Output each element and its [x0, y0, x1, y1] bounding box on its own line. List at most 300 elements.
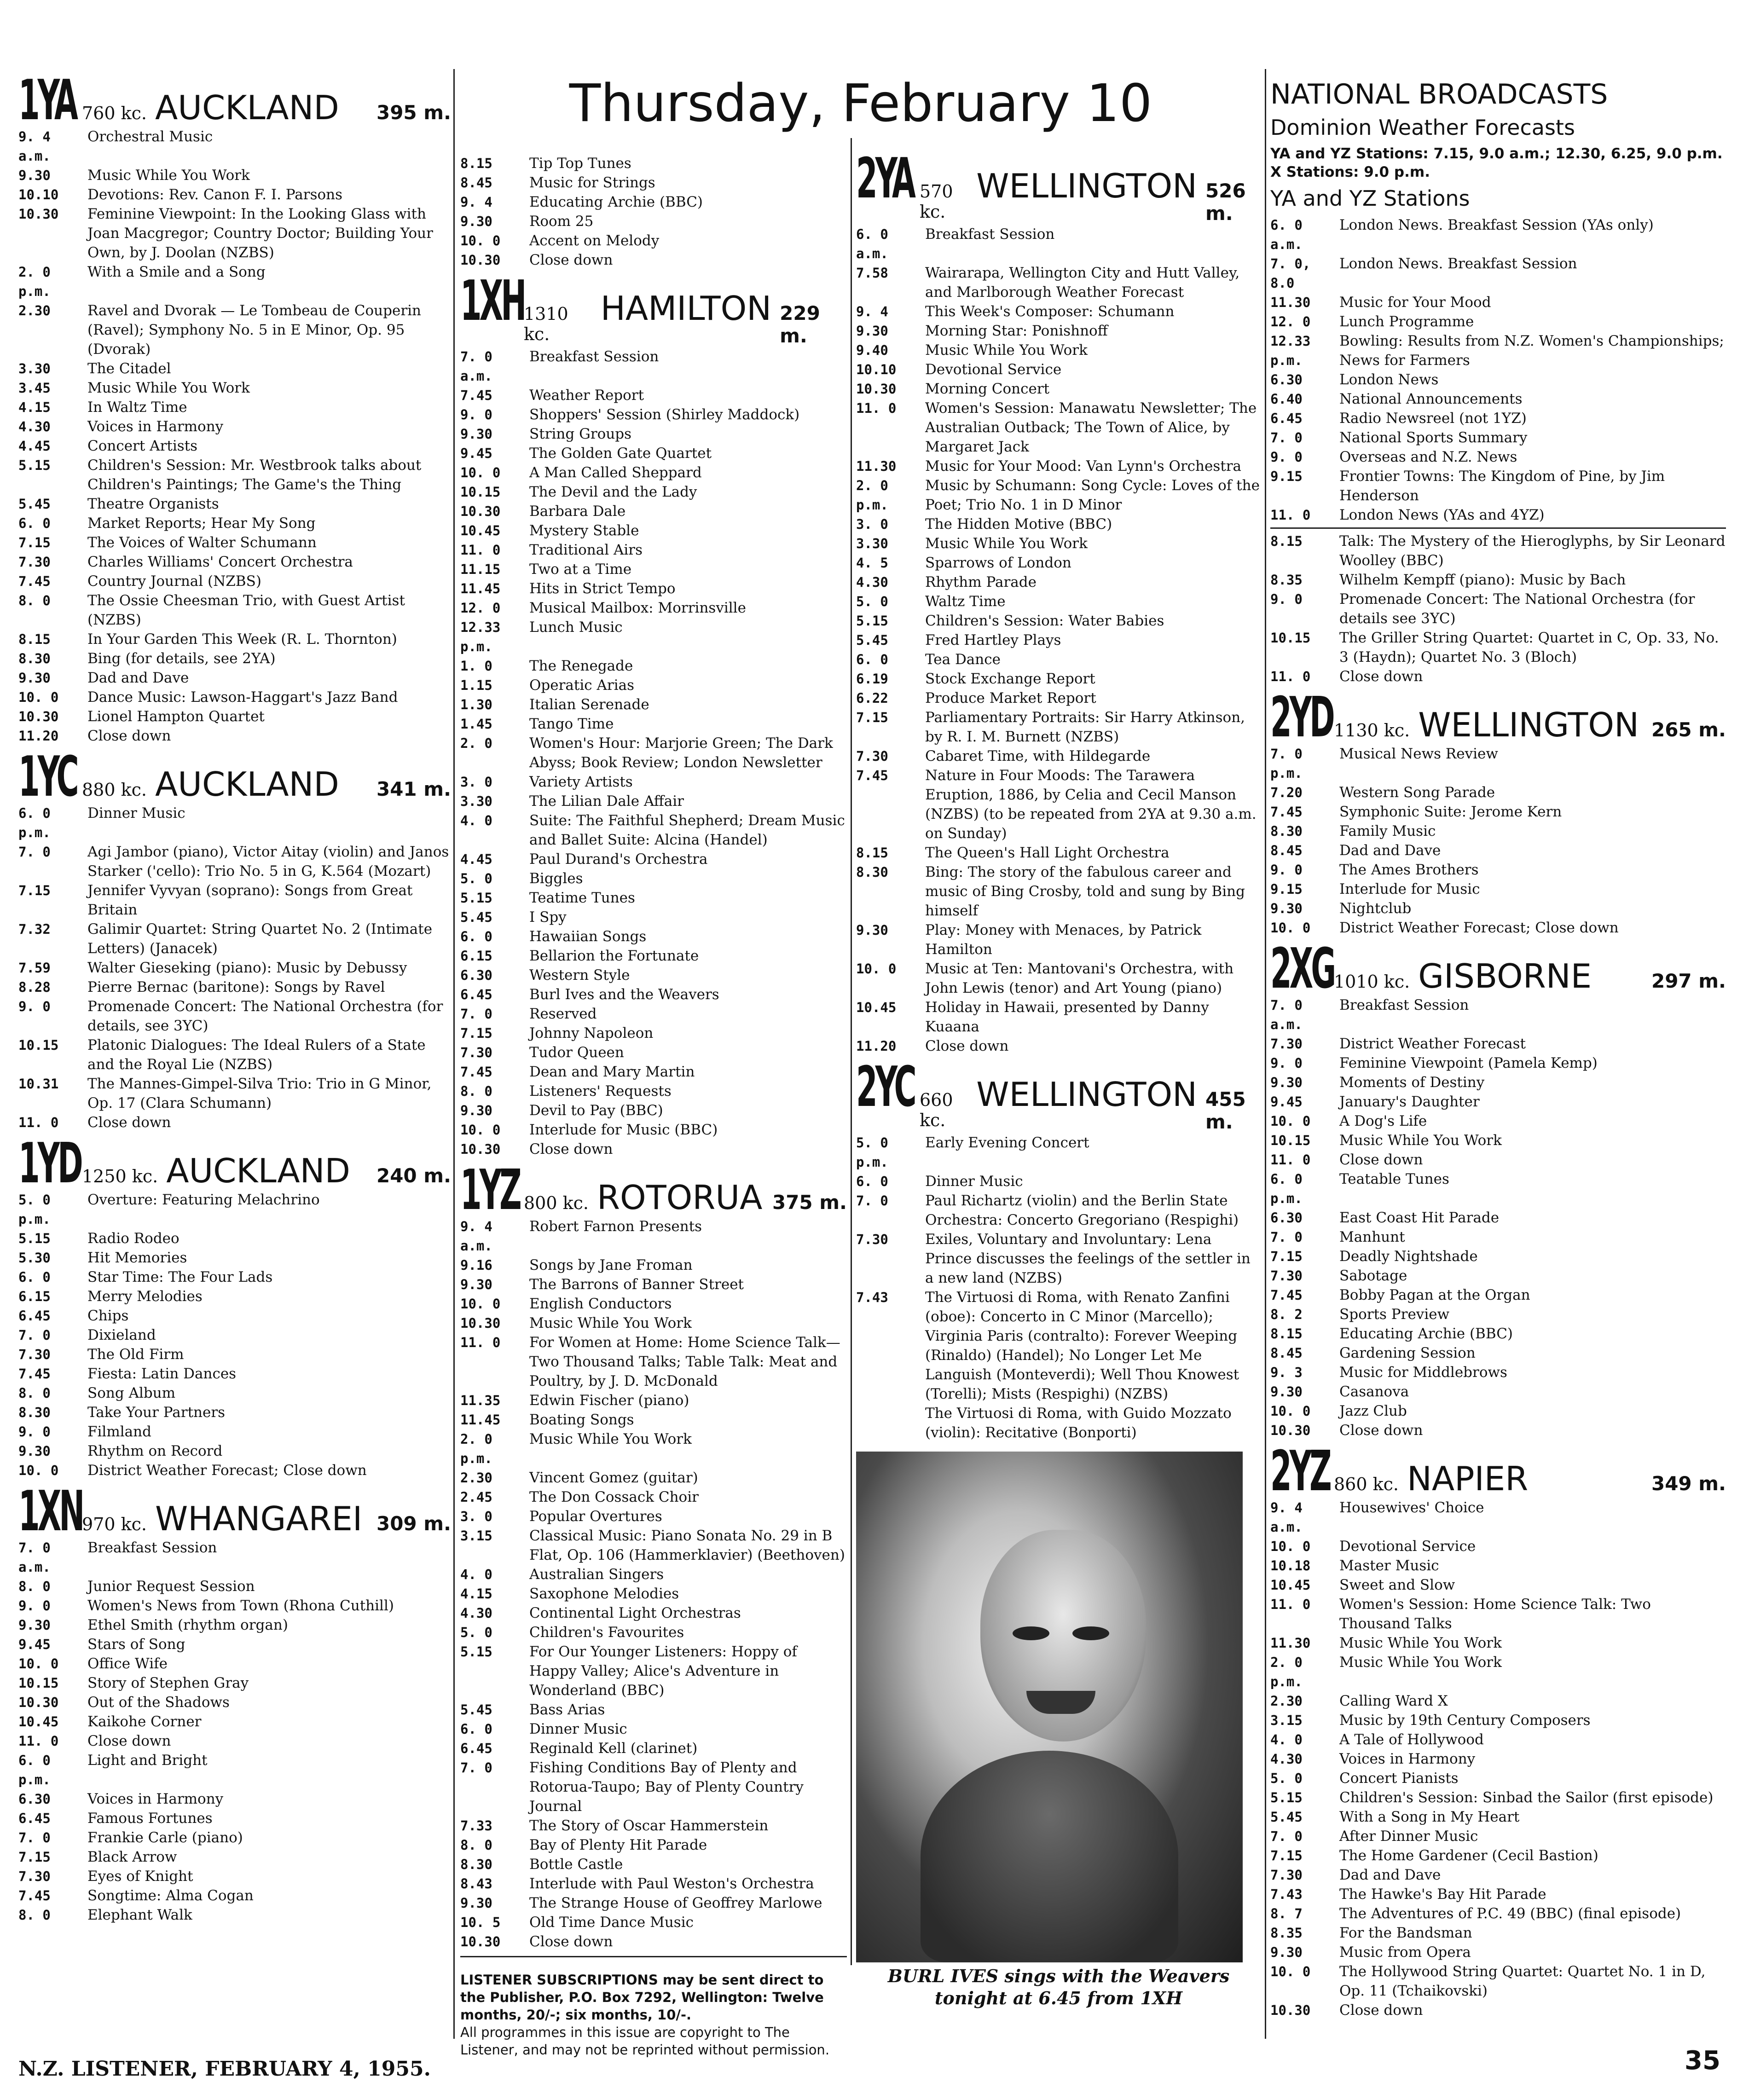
- program-time: 10.30: [1270, 2002, 1311, 2018]
- program-time: 5.15: [1270, 1790, 1303, 1805]
- program-time: 9.30: [856, 323, 888, 339]
- program-time: 10.30: [1270, 1423, 1311, 1438]
- program-row: [1270, 1150, 1726, 1169]
- program-row: [18, 1403, 451, 1422]
- program-time: 3.45: [18, 380, 51, 396]
- program-row: [18, 1422, 451, 1441]
- program-row: [460, 1603, 847, 1623]
- program-row: [1270, 1749, 1726, 1769]
- program-row: [18, 649, 451, 668]
- program-row: [460, 695, 847, 714]
- station-frequency: 860 kc.: [1334, 1474, 1399, 1494]
- program-title: In Your Garden This Week (R. L. Thornton): [87, 631, 397, 648]
- program-title: Dinner Music: [529, 1721, 627, 1737]
- station-top2: [460, 154, 847, 270]
- program-time: 7.45: [856, 768, 888, 783]
- program-title: Australian Singers: [529, 1566, 664, 1583]
- program-row: [460, 1313, 847, 1333]
- program-title: Rhythm Parade: [925, 574, 1037, 590]
- program-row: [1270, 1537, 1726, 1556]
- column-1: [18, 69, 451, 1929]
- program-row: [856, 399, 1261, 457]
- program-row: [856, 360, 1261, 379]
- program-title: Wilhelm Kempff (piano): Music by Bach: [1339, 572, 1626, 588]
- program-title: Merry Melodies: [87, 1288, 203, 1305]
- program-title: String Groups: [529, 426, 632, 442]
- program-time: 7.58: [856, 265, 888, 281]
- program-title: Western Song Parade: [1339, 784, 1495, 801]
- program-title: Operatic Arias: [529, 677, 635, 694]
- program-time: 9.30: [1270, 1075, 1303, 1090]
- program-time: 6. 0: [856, 652, 888, 667]
- program-time: 6.45: [18, 1811, 51, 1826]
- program-row: [1270, 1769, 1726, 1788]
- station-wavelength: 526 m.: [1205, 179, 1246, 225]
- program-time: 5.45: [1270, 1809, 1303, 1825]
- program-row: [18, 1441, 451, 1461]
- station-wavelength: 349 m.: [1651, 1472, 1726, 1495]
- program-title: The Hollywood String Quartet: Quartet No. 1 in D, Op. 11 (Tchaikovski): [1339, 1963, 1706, 1999]
- program-row: [18, 591, 451, 630]
- program-row: [460, 811, 847, 850]
- program-title: Ethel Smith (rhythm organ): [87, 1617, 288, 1633]
- program-row: [460, 579, 847, 598]
- program-row: [1270, 1053, 1726, 1073]
- program-title: The Hawke's Bay Hit Parade: [1339, 1886, 1546, 1903]
- program-row: [460, 714, 847, 734]
- program-time: 1. 0: [460, 658, 492, 674]
- program-time: 7. 0: [856, 1193, 888, 1209]
- page-title: Thursday, February 10: [569, 74, 1152, 133]
- station-header: [1270, 937, 1726, 1001]
- program-title: Accent on Melody: [529, 232, 660, 249]
- program-time: 8. 2: [1270, 1307, 1303, 1322]
- program-time: 7. 0: [1270, 1229, 1303, 1245]
- program-title: Stars of Song: [87, 1636, 185, 1653]
- program-title: Bing (for details, see 2YA): [87, 650, 276, 667]
- program-row: [18, 1615, 451, 1635]
- program-title: Pierre Bernac (baritone): Songs by Ravel: [87, 979, 385, 995]
- program-time: 8.30: [1270, 823, 1303, 839]
- subscription-notice: [460, 1971, 847, 2059]
- program-title: Fishing Conditions Bay of Plenty and Rotorua-Taupo; Bay of Plenty Country Journal: [529, 1759, 804, 1815]
- program-time: 3. 0: [460, 1509, 492, 1524]
- program-title: Close down: [529, 1141, 613, 1157]
- copyright-text: All programmes in this issue are copyright to The Listener, and may not be reprinted without permission.: [460, 2025, 830, 2058]
- station-wavelength: 229 m.: [780, 302, 820, 347]
- program-row: [460, 154, 847, 173]
- program-title: Galimir Quartet: String Quartet No. 2 (Intimate Letters) (Janacek): [87, 921, 433, 957]
- program-row: [460, 347, 847, 386]
- program-row: [460, 1140, 847, 1159]
- station-s2yz: [1270, 1440, 1726, 2020]
- program-row: [460, 1739, 847, 1758]
- program-title: Continental Light Orchestras: [529, 1605, 741, 1621]
- program-title: Two at a Time: [529, 561, 632, 578]
- program-time: 5. 0: [856, 594, 888, 609]
- program-time: 11. 0: [1270, 507, 1311, 523]
- footer-publication: N.Z. LISTENER, FEBRUARY 4, 1955.: [18, 2057, 431, 2081]
- program-time: 6.45: [460, 1741, 492, 1756]
- program-row: [1270, 1827, 1726, 1846]
- program-time: 6. 0: [18, 515, 51, 531]
- program-row: [18, 204, 451, 262]
- program-row: [1270, 1575, 1726, 1595]
- program-time: 10. 0: [1270, 1964, 1311, 1979]
- program-row: [18, 533, 451, 552]
- program-time: 6. 0 a.m.: [856, 226, 888, 261]
- program-title: Children's Session: Water Babies: [925, 613, 1164, 629]
- program-title: Country Journal (NZBS): [87, 573, 261, 590]
- program-title: Sabotage: [1339, 1267, 1407, 1284]
- program-time: 6. 0: [856, 1174, 888, 1189]
- program-row: [18, 1345, 451, 1364]
- program-time: 2. 0 p.m.: [460, 1431, 492, 1466]
- program-title: Room 25: [529, 213, 594, 230]
- subscription-text: LISTENER SUBSCRIPTIONS may be sent direct to the Publisher, P.O. Box 7292, Wellington: Twelve months, 20/-; six months, 10/-.: [460, 1972, 824, 2023]
- column-rule: [1265, 69, 1266, 2039]
- program-row: [18, 1306, 451, 1325]
- program-title: Family Music: [1339, 823, 1436, 839]
- program-row: [1270, 1943, 1726, 1962]
- program-title: Feminine Viewpoint: In the Looking Glass with Joan Macgregor; Country Doctor; Building Your Own, by J. Doolan (NZBS): [87, 206, 433, 261]
- program-title: Breakfast Session: [529, 348, 659, 365]
- program-row: [460, 772, 847, 792]
- program-row: [1270, 1285, 1726, 1305]
- program-title: Breakfast Session: [1339, 997, 1469, 1013]
- program-row: [856, 573, 1261, 592]
- program-time: 10.45: [1270, 1577, 1311, 1593]
- program-title: Weather Report: [529, 387, 644, 404]
- program-time: 9.45: [18, 1637, 51, 1652]
- program-title: Close down: [87, 728, 171, 744]
- program-title: The Citadel: [87, 360, 171, 377]
- program-title: Music While You Work: [1339, 1654, 1502, 1671]
- program-row: [856, 321, 1261, 341]
- program-title: District Weather Forecast: [1339, 1036, 1526, 1052]
- station-callsign: 1YC: [18, 745, 77, 809]
- column-4: [1270, 69, 1726, 2025]
- program-row: [460, 1758, 847, 1816]
- program-row: [856, 998, 1261, 1036]
- program-row: [1270, 447, 1726, 467]
- program-time: 8. 0: [18, 593, 51, 608]
- program-time: 7. 0 a.m.: [460, 349, 492, 384]
- program-row: [1270, 860, 1726, 879]
- program-time: 10.31: [18, 1076, 59, 1092]
- program-title: Star Time: The Four Lads: [87, 1269, 273, 1285]
- program-title: Gardening Session: [1339, 1345, 1476, 1361]
- program-title: Dad and Dave: [1339, 842, 1441, 859]
- program-row: [460, 985, 847, 1004]
- program-row: [460, 1487, 847, 1507]
- program-row: [1270, 1653, 1726, 1691]
- program-title: Sparrows of London: [925, 555, 1071, 571]
- program-time: 6.45: [1270, 411, 1303, 426]
- program-row: [18, 1267, 451, 1287]
- program-row: [18, 185, 451, 204]
- program-row: [18, 262, 451, 301]
- program-title: Symphonic Suite: Jerome Kern: [1339, 804, 1562, 820]
- program-time: 10.30: [460, 1315, 501, 1331]
- program-time: 5. 0: [1270, 1770, 1303, 1786]
- program-title: Dinner Music: [925, 1173, 1023, 1190]
- program-time: 8.43: [460, 1876, 492, 1892]
- program-title: Rhythm on Record: [87, 1443, 223, 1459]
- program-title: With a Song in My Heart: [1339, 1809, 1520, 1825]
- program-time: 7. 0: [18, 844, 51, 860]
- program-time: 11.30: [1270, 1635, 1311, 1651]
- program-title: Devotional Service: [925, 361, 1062, 378]
- program-time: 2.30: [18, 303, 51, 318]
- program-time: 2. 0 p.m.: [1270, 1655, 1303, 1689]
- program-title: Deadly Nightshade: [1339, 1248, 1478, 1265]
- program-title: English Conductors: [529, 1296, 672, 1312]
- program-time: 8.45: [460, 175, 492, 191]
- program-time: 9.45: [460, 445, 492, 461]
- station-frequency: 880 kc.: [82, 780, 147, 800]
- program-row: [18, 842, 451, 881]
- program-row: [1270, 467, 1726, 505]
- program-row: [18, 1731, 451, 1751]
- program-title: Music for Middlebrows: [1339, 1364, 1507, 1381]
- program-title: Tudor Queen: [529, 1044, 624, 1061]
- program-time: 11.45: [460, 581, 501, 596]
- program-time: 9.30: [856, 922, 888, 938]
- program-row: [460, 1526, 847, 1565]
- program-time: 5. 0 p.m.: [18, 1192, 51, 1227]
- program-time: 5.45: [460, 909, 492, 925]
- program-time: 8. 0: [460, 1083, 492, 1099]
- program-time: 6.22: [856, 690, 888, 706]
- program-time: 11. 0: [18, 1733, 59, 1749]
- program-row: [1270, 331, 1726, 370]
- program-row: [460, 598, 847, 618]
- program-row: [1270, 505, 1726, 525]
- program-row: [18, 166, 451, 185]
- program-time: 6. 0 p.m.: [1270, 1171, 1303, 1206]
- program-title: Overseas and N.Z. News: [1339, 449, 1517, 465]
- program-title: Dance Music: Lawson-Haggart's Jazz Band: [87, 689, 398, 706]
- weather-line: YA and YZ Stations: 7.15, 9.0 a.m.; 12.30, 6.25, 9.0 p.m.: [1270, 145, 1723, 162]
- program-time: 6. 0 a.m.: [1270, 217, 1303, 252]
- station-city: WELLINGTON: [1418, 706, 1639, 744]
- program-row: [460, 1043, 847, 1062]
- eye-shape: [1072, 1626, 1109, 1640]
- program-time: 6.19: [856, 671, 888, 687]
- program-time: 7.30: [1270, 1036, 1303, 1052]
- program-time: 11.15: [460, 561, 501, 577]
- program-time: 5.45: [856, 632, 888, 648]
- program-title: Chips: [87, 1307, 129, 1324]
- station-header: [18, 69, 451, 133]
- program-title: The Ames Brothers: [1339, 862, 1479, 878]
- program-row: [856, 534, 1261, 553]
- program-time: 4. 0: [1270, 1732, 1303, 1747]
- program-time: 11.35: [460, 1393, 501, 1408]
- program-title: Songs by Jane Froman: [529, 1257, 693, 1273]
- program-time: 4. 5: [856, 555, 888, 571]
- program-row: [1270, 1711, 1726, 1730]
- station-city: NAPIER: [1407, 1459, 1529, 1498]
- weather-title: Dominion Weather Forecasts: [1270, 115, 1575, 140]
- program-row: [18, 1596, 451, 1615]
- program-time: 9.30: [460, 1895, 492, 1911]
- program-row: [856, 688, 1261, 708]
- program-title: Suite: The Faithful Shepherd; Dream Music and Ballet Suite: Alcina (Handel): [529, 812, 845, 848]
- program-time: 11.30: [1270, 295, 1311, 310]
- program-row: [460, 1719, 847, 1739]
- program-row: [18, 1693, 451, 1712]
- program-time: 5.15: [460, 890, 492, 906]
- program-row: [1270, 744, 1726, 783]
- program-title: Music by Schumann: Song Cycle: Loves of the Poet; Trio No. 1 in D Minor: [925, 477, 1260, 513]
- program-row: [1270, 389, 1726, 409]
- station-wavelength: 341 m.: [376, 778, 451, 800]
- program-time: 9. 4 a.m.: [18, 129, 51, 164]
- program-time: 7.30: [460, 1045, 492, 1060]
- program-row: [856, 592, 1261, 611]
- station-callsign: 1XN: [18, 1480, 83, 1544]
- program-time: 6. 0: [460, 929, 492, 944]
- program-title: Devil to Pay (BBC): [529, 1102, 663, 1119]
- program-title: Dean and Mary Martin: [529, 1064, 695, 1080]
- program-row: [460, 792, 847, 811]
- program-row: [1270, 215, 1726, 254]
- program-title: Close down: [87, 1733, 171, 1749]
- program-title: Tip Top Tunes: [529, 155, 631, 172]
- program-row: [18, 1847, 451, 1867]
- program-time: 9. 0: [18, 999, 51, 1014]
- program-time: 10.45: [856, 1000, 897, 1015]
- program-time: 7.59: [18, 960, 51, 976]
- program-title: Hit Memories: [87, 1250, 187, 1266]
- program-row: [460, 1294, 847, 1313]
- photo-caption: BURL IVES sings with the Weavers tonight at 6.45 from 1XH: [887, 1966, 1230, 2008]
- program-time: 10.30: [18, 206, 59, 222]
- station-callsign: 2YD: [1270, 686, 1333, 750]
- program-time: 7.15: [18, 1849, 51, 1865]
- program-time: 1.30: [460, 697, 492, 712]
- program-time: 5.15: [18, 1231, 51, 1246]
- program-row: [856, 920, 1261, 959]
- program-title: For Women at Home: Home Science Talk—Two Thousand Talks; Table Talk: Meat and Poultry, by J. D. McDonald: [529, 1334, 840, 1389]
- program-row: [460, 192, 847, 212]
- program-time: 6.30: [460, 967, 492, 983]
- program-title: Close down: [1339, 668, 1423, 685]
- program-time: 9.45: [1270, 1094, 1303, 1110]
- program-title: Bowling: Results from N.Z. Women's Championships; News for Farmers: [1339, 333, 1724, 369]
- program-row: [1270, 1092, 1726, 1111]
- program-time: 10.30: [18, 1695, 59, 1710]
- program-row: [460, 1584, 847, 1603]
- station-callsign: 1YD: [18, 1132, 81, 1196]
- program-row: [1270, 783, 1726, 802]
- program-time: 10.18: [1270, 1558, 1311, 1574]
- program-time: 7. 0: [460, 1006, 492, 1022]
- station-wavelength: 265 m.: [1651, 718, 1726, 741]
- program-row: [856, 302, 1261, 321]
- program-title: District Weather Forecast; Close down: [1339, 920, 1619, 936]
- program-title: The Hidden Motive (BBC): [925, 516, 1112, 532]
- program-time: 11. 0: [460, 542, 501, 558]
- program-title: Morning Star: Ponishnoff: [925, 323, 1108, 339]
- station-header: [18, 745, 451, 809]
- program-title: Exiles, Voluntary and Involuntary: Lena Prince discusses the feelings of the settler in a new land (NZBS): [925, 1231, 1251, 1286]
- program-row: [18, 398, 451, 417]
- program-row: [460, 850, 847, 869]
- program-title: Paul Richartz (violin) and the Berlin State Orchestra: Concerto Gregoriano (Respighi): [925, 1192, 1239, 1228]
- station-callsign: 1XH: [460, 269, 525, 333]
- program-row: [856, 1404, 1261, 1442]
- program-title: Black Arrow: [87, 1849, 177, 1865]
- program-time: 3.30: [856, 536, 888, 551]
- program-title: Reserved: [529, 1006, 597, 1022]
- station-frequency: 570 kc.: [920, 181, 953, 222]
- program-time: 9. 0: [1270, 449, 1303, 465]
- program-row: [460, 386, 847, 405]
- program-row: [1270, 370, 1726, 389]
- program-row: [1270, 1111, 1726, 1131]
- program-row: [1270, 667, 1726, 686]
- program-row: [18, 920, 451, 958]
- station-city: WHANGAREI: [155, 1499, 363, 1538]
- program-row: [18, 958, 451, 978]
- program-time: 5. 0: [460, 1625, 492, 1640]
- program-row: [18, 494, 451, 514]
- program-time: 7.30: [18, 1347, 51, 1362]
- program-time: 9. 0: [18, 1598, 51, 1614]
- program-title: The Devil and the Lady: [529, 484, 697, 500]
- program-time: 9. 3: [1270, 1365, 1303, 1380]
- program-time: 9.15: [1270, 469, 1303, 484]
- program-row: [856, 1288, 1261, 1404]
- program-row: [856, 225, 1261, 263]
- program-time: 12.33 p.m.: [1270, 333, 1311, 368]
- program-row: [460, 463, 847, 482]
- program-time: 10. 0: [460, 1122, 501, 1138]
- program-time: 7. 0 p.m.: [1270, 746, 1303, 781]
- program-time: 8. 0: [18, 1385, 51, 1401]
- program-title: The Renegade: [529, 658, 633, 674]
- program-time: 4.15: [18, 399, 51, 415]
- program-time: 6.45: [460, 987, 492, 1002]
- program-title: Fred Hartley Plays: [925, 632, 1061, 648]
- program-time: 10. 5: [460, 1915, 501, 1930]
- program-title: Saxophone Melodies: [529, 1585, 679, 1602]
- program-title: Frankie Carle (piano): [87, 1829, 243, 1846]
- program-time: 7.30: [1270, 1268, 1303, 1284]
- column-3: [856, 147, 1261, 2009]
- program-row: [460, 888, 847, 908]
- program-title: Educating Archie (BBC): [529, 194, 703, 210]
- program-row: [856, 476, 1261, 515]
- program-row: [18, 359, 451, 378]
- program-time: 8.30: [18, 1405, 51, 1420]
- program-row: [1270, 802, 1726, 821]
- program-row: [18, 552, 451, 572]
- program-row: [18, 881, 451, 920]
- program-time: 8.15: [1270, 1326, 1303, 1342]
- program-row: [460, 734, 847, 772]
- program-title: Charles Williams' Concert Orchestra: [87, 554, 353, 570]
- program-title: Concert Pianists: [1339, 1770, 1459, 1787]
- program-time: 4. 0: [460, 813, 492, 828]
- program-title: Educating Archie (BBC): [1339, 1325, 1513, 1342]
- program-time: 7.15: [1270, 1249, 1303, 1264]
- program-time: 7.30: [18, 1869, 51, 1884]
- program-time: 1.45: [460, 716, 492, 732]
